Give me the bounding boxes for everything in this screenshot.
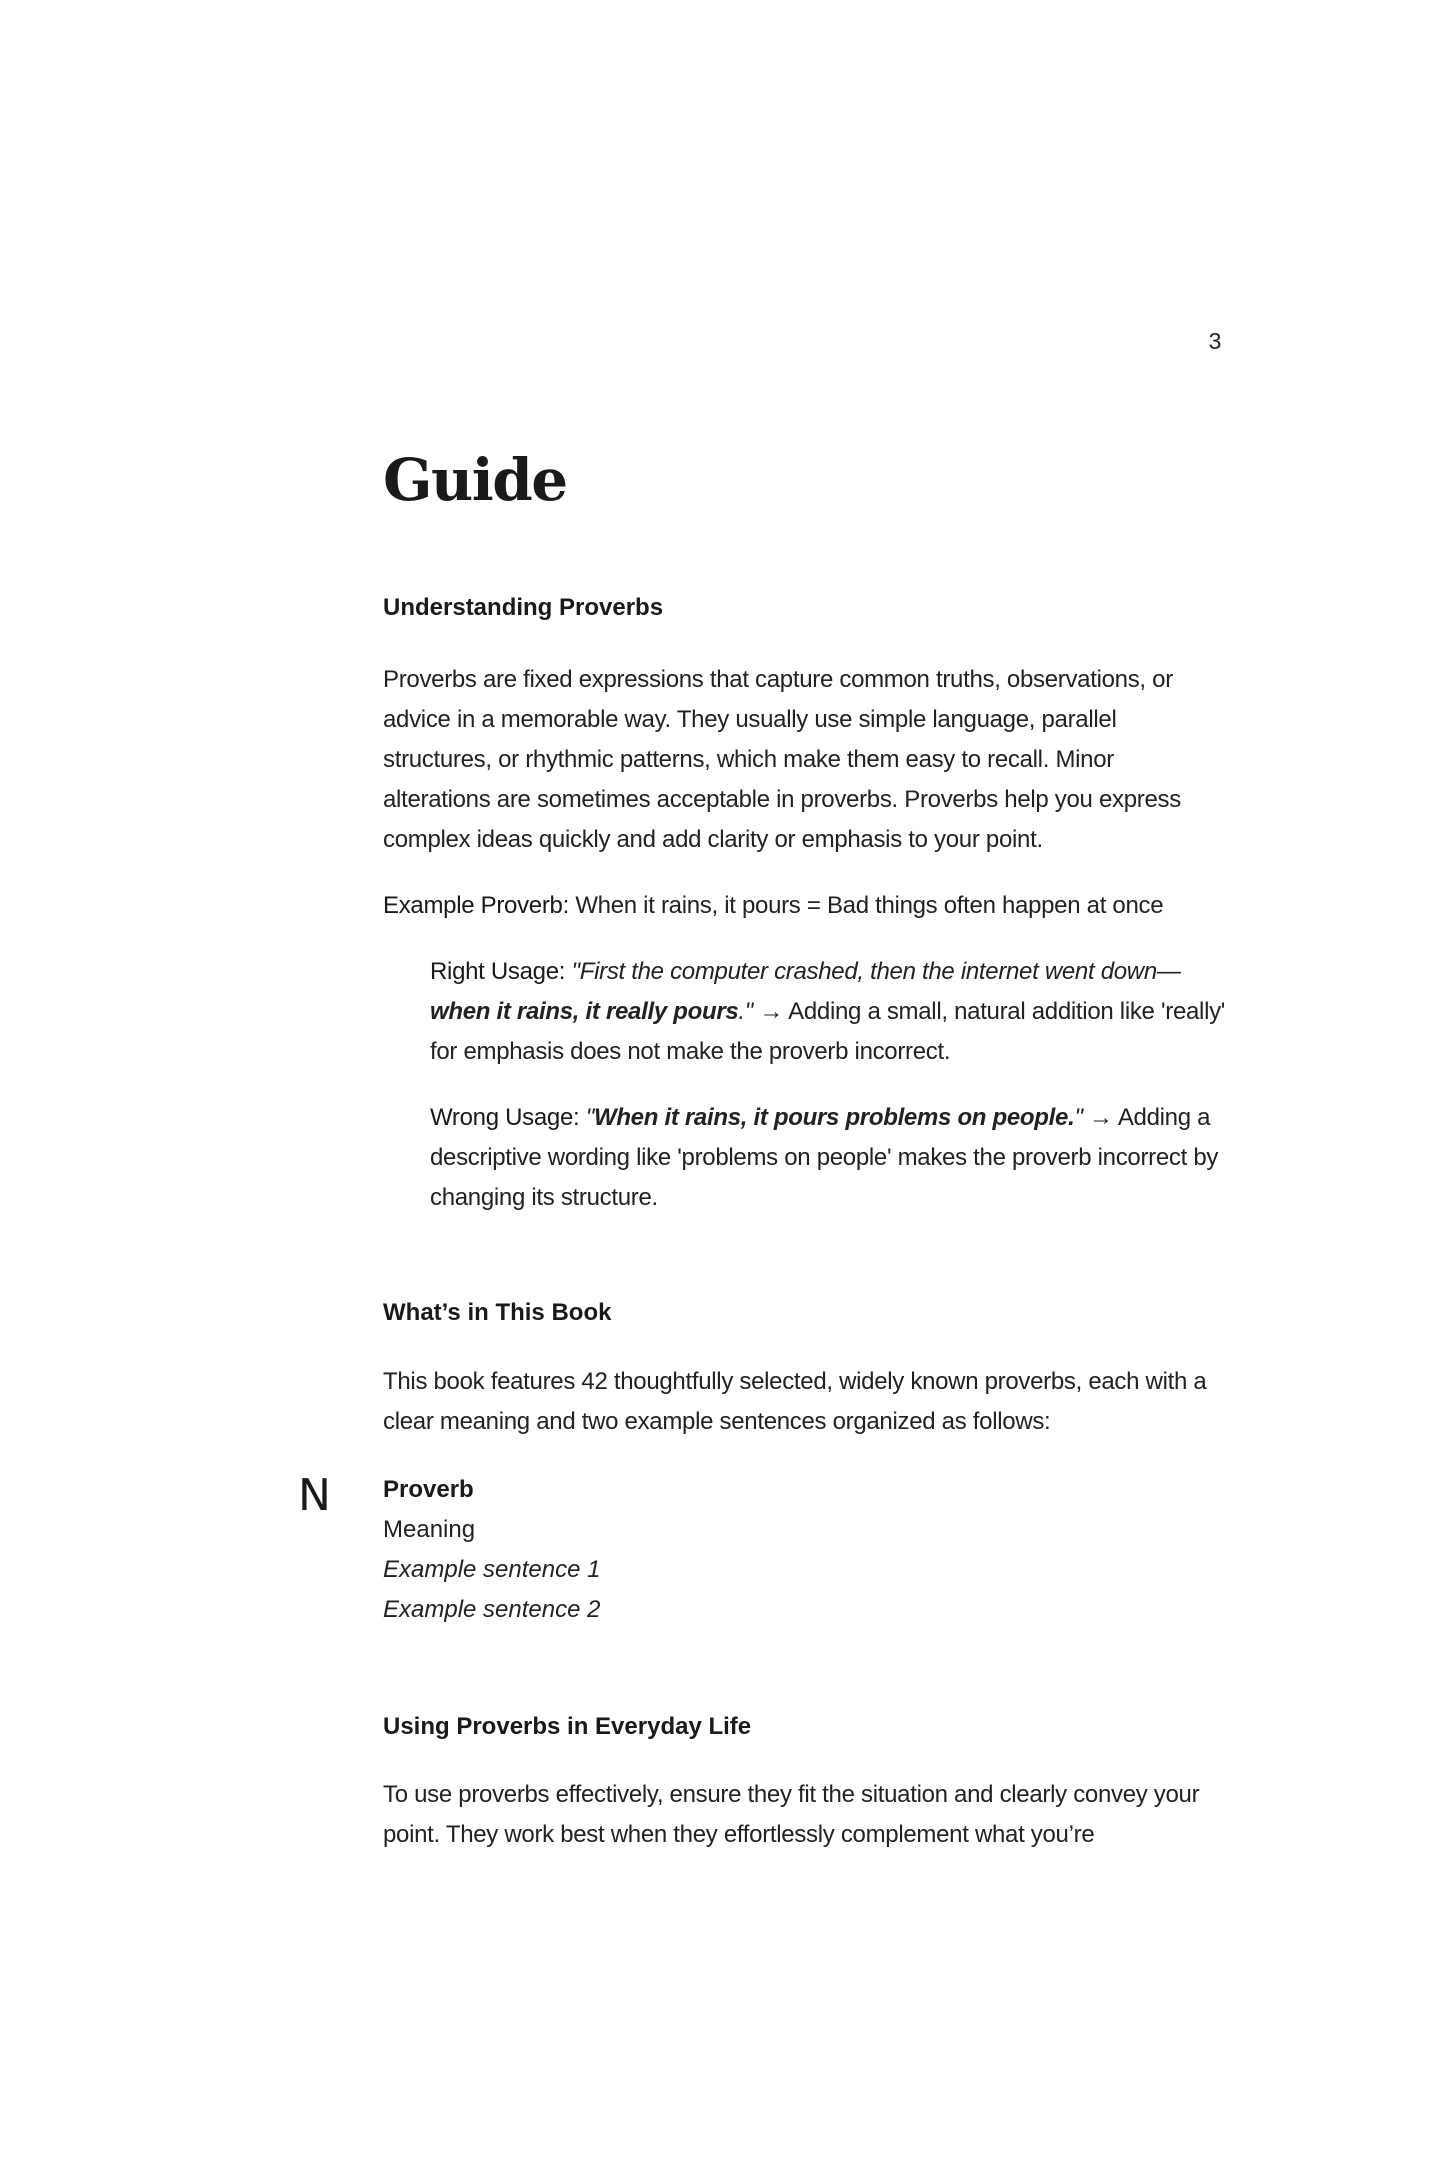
wrong-usage-explanation: Adding a descriptive wording like 'problems on people' makes the proverb incorrect by changing its structure. [430, 1104, 1219, 1211]
wrong-usage-quote-emphasis: When it rains, it pours problems on people. [593, 1104, 1075, 1131]
section-heading-using-proverbs: Using Proverbs in Everyday Life [383, 1713, 752, 1740]
right-usage-example [430, 952, 1230, 1072]
right-usage-quote-start: "First the computer crashed, then the internet went down— [571, 958, 1181, 985]
entry-number-marker: N [298, 1470, 331, 1521]
example-proverb-label: Example Proverb: [383, 892, 569, 919]
arrow-right-icon: → [1082, 1104, 1118, 1131]
section-heading-understanding-proverbs: Understanding Proverbs [383, 594, 664, 621]
page-title: Guide [383, 446, 567, 514]
page-number: 3 [1208, 328, 1222, 354]
wrong-usage-quote-close: " [1074, 1104, 1083, 1131]
wrong-usage-example [430, 1098, 1230, 1218]
whats-in-this-book-body: This book features 42 thoughtfully selected, widely known proverbs, each with a clear meaning and two example sentences organized as follows: [383, 1368, 1207, 1435]
format-example-sentence-1: Example sentence 1 [383, 1556, 601, 1583]
format-meaning: Meaning [383, 1516, 476, 1543]
right-usage-explanation: Adding a small, natural addition like 'really' for emphasis does not make the proverb incorrect. [430, 998, 1226, 1065]
arrow-right-icon: → [753, 998, 789, 1025]
wrong-usage-quote-open: " [585, 1104, 594, 1131]
right-usage-quote-end: ." [738, 998, 754, 1025]
right-usage-label: Right Usage: [430, 958, 572, 985]
format-proverb: Proverb [383, 1476, 474, 1503]
example-proverb [383, 886, 1223, 926]
right-usage-quote-emphasis: when it rains, it really pours [430, 998, 739, 1025]
page-content [383, 440, 1226, 1848]
entry-format-legend [383, 1470, 600, 1630]
using-proverbs-body: To use proverbs effectively, ensure they fit the situation and clearly convey your point. They work best when they effortlessly complement what you’re [383, 1781, 1200, 1848]
example-proverb-text: When it rains, it pours = Bad things often happen at once [568, 892, 1164, 919]
format-example-sentence-2: Example sentence 2 [383, 1596, 601, 1623]
section-heading-whats-in-this-book: What’s in This Book [383, 1299, 612, 1326]
understanding-proverbs-body: Proverbs are fixed expressions that capture common truths, observations, or advice in a memorable way. They usually use simple language, parallel structures, or rhythmic patterns, which make them easy to recall. Minor alterations are sometimes acceptable in proverbs. Proverbs help you express complex ideas quickly and add clarity or emphasis to your point. [383, 666, 1181, 853]
wrong-usage-label: Wrong Usage: [430, 1104, 586, 1131]
